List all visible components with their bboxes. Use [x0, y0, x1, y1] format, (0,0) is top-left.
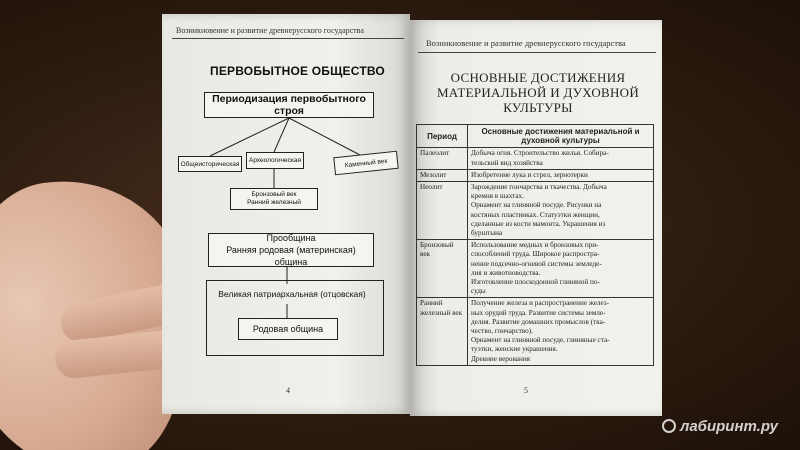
period-cell: Мезолит [417, 169, 468, 181]
page-number-left: 4 [286, 386, 290, 395]
table-row [417, 298, 654, 365]
running-head: Возникновение и развитие древнерусского государства [426, 38, 626, 48]
period-cell: Ранний железный век [417, 298, 468, 365]
branch-archaeological: Археологическая [246, 152, 304, 169]
connector-line [274, 118, 289, 152]
table-row [417, 182, 654, 240]
bronze-age-box: Бронзовый век Ранний железный [230, 188, 318, 210]
achievements-cell: Зарождение гончарства и ткачества. Добыча кремня в шахтах. Орнамент на глиняной посуде. Рисунки на костяных пластинках. Статуэтки женщин, сделанные из кости мамонта. Украшения из бурштына [468, 182, 654, 240]
achievements-cell: Изобретение лука и стрел, зернотерки [468, 169, 654, 181]
header-achievements: Основные достижения материальной и духовной культуры [468, 125, 654, 148]
table-header-row [417, 125, 654, 148]
connector-line [289, 118, 362, 156]
branch-general-history: Общеисторическая [178, 156, 242, 172]
right-page [410, 20, 662, 416]
achievements-cell: Получение железа и распространение желез- ных орудий труда. Развитие системы земле- делия. Развитие домашних промыслов (тка- чество, гончарство). Орнамент на глиняной посуде, глиняные ста- туэтки, женские украшения. Древние верования [468, 298, 654, 365]
page-title: ПЕРВОБЫТНОЕ ОБЩЕСТВО [210, 64, 385, 78]
table-row [417, 148, 654, 169]
table-row [417, 240, 654, 298]
header-period: Период [417, 125, 468, 148]
period-cell: Бронзовый век [417, 240, 468, 298]
left-page [162, 14, 410, 414]
branch-stone-age: Каменный век [333, 151, 399, 176]
connector-line [210, 118, 289, 156]
period-cell: Палеолит [417, 148, 468, 169]
running-head: Возникновение и развитие древнерусского государства [176, 26, 364, 35]
table-row [417, 169, 654, 181]
achievements-table [416, 124, 654, 366]
patriarchal-community-box: Великая патриархальная (отцовская) [218, 289, 366, 299]
watermark-text: лабиринт.ру [680, 418, 778, 435]
community-top-box: Прообщина Ранняя родовая (материнская) община [208, 233, 374, 267]
page-number-right: 5 [524, 386, 528, 395]
period-cell: Неолит [417, 182, 468, 240]
watermark [662, 418, 778, 435]
clan-community-box: Родовая община [238, 318, 338, 340]
header-rule [418, 52, 656, 53]
achievements-cell: Использование медных и бронзовых при- способлений труда. Широкое распростра- нение подсечно-огневой системы земледе- лия и животноводства. Изготовление плоскодонной глиняной по- суды [468, 240, 654, 298]
labirint-logo-icon [662, 419, 676, 433]
right-page-title: ОСНОВНЫЕ ДОСТИЖЕНИЯ МАТЕРИАЛЬНОЙ И ДУХОВНОЙ КУЛЬТУРЫ [436, 70, 640, 115]
achievements-cell: Добыча огня. Строительство жилья. Собира- тельский вид хозяйства [468, 148, 654, 169]
diagram-root-label: Периодизация первобытного строя [212, 93, 366, 117]
